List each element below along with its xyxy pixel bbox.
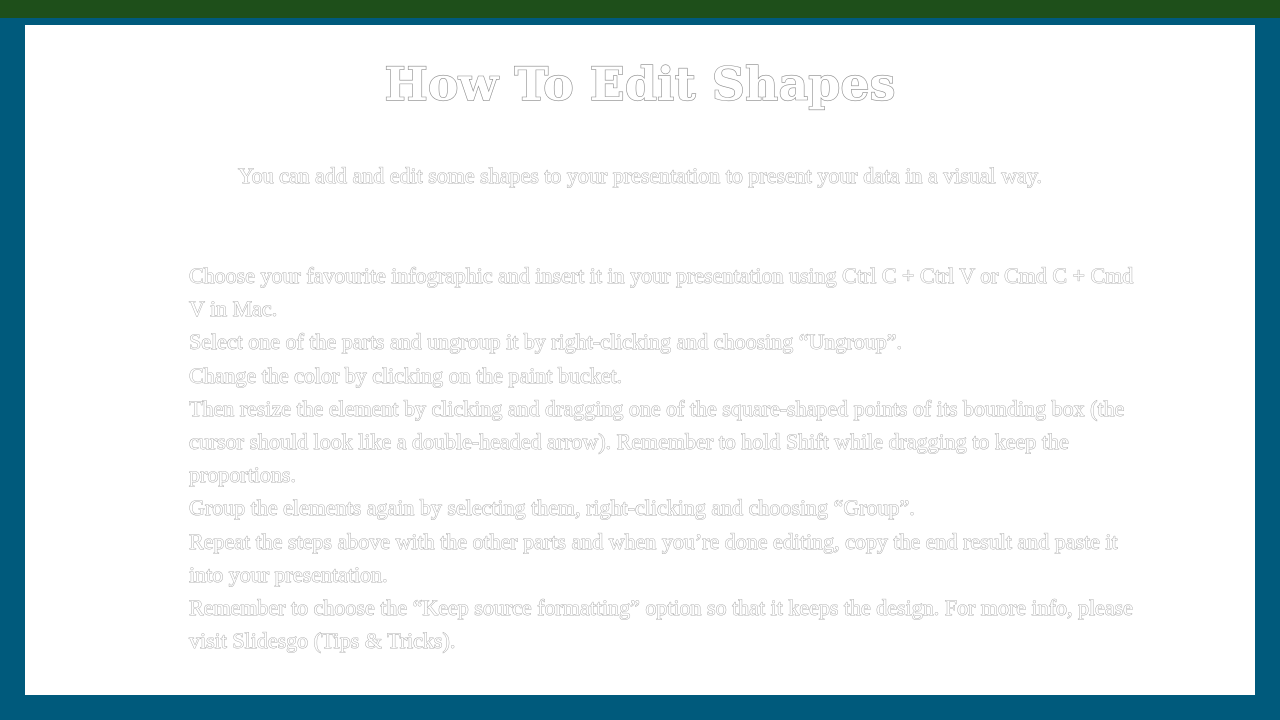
top-accent-bar <box>0 0 1280 18</box>
instruction-step: Then resize the element by clicking and dragging one of the square-shaped points of its bounding box (the cursor should look like a double-headed arrow). Remember to hold Shift while dragging to keep the proportions. <box>189 395 1125 488</box>
slide-subtitle: You can add and edit some shapes to your presentation to present your data in a visual way. <box>237 163 1043 188</box>
instruction-step: Repeat the steps above with the other parts and when you’re done editing, copy the end result and paste it into your presentation. <box>189 528 1118 587</box>
instruction-list <box>189 259 1149 657</box>
slide-canvas <box>25 25 1255 695</box>
slide-title: How To Edit Shapes <box>384 57 896 111</box>
instruction-step: Remember to choose the “Keep source formatting” option so that it keeps the design. For more info, please visit Slidesgo (Tips & Tricks). <box>189 595 1133 654</box>
instruction-step: Group the elements again by selecting them, right-clicking and choosing “Group”. <box>189 495 915 521</box>
instruction-step: Change the color by clicking on the paint bucket. <box>189 362 623 388</box>
instruction-step: Select one of the parts and ungroup it by right-clicking and choosing “Ungroup”. <box>189 329 902 355</box>
instruction-step: Choose your favourite infographic and insert it in your presentation using Ctrl C + Ctrl V or Cmd C + Cmd V in Mac. <box>189 263 1134 322</box>
